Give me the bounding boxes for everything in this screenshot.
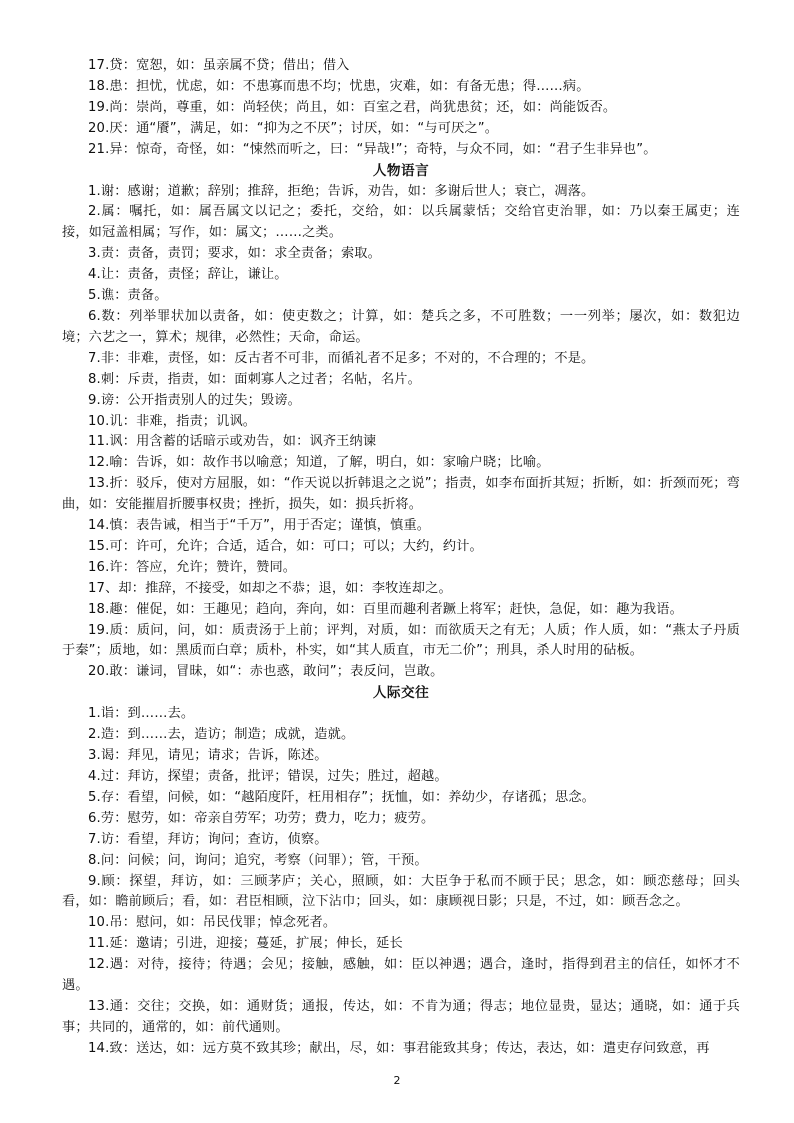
entry-huan: 18.患：担忧，忧虑，如：不患寡而患不均；忧患，灾难，如：有备无患；得……病。 bbox=[88, 78, 590, 94]
entry-ji: 10.讥：非难，指责；讥讽。 bbox=[88, 413, 257, 429]
entry-shu-count: 6.数：列举罪状加以责备，如：使吏数之；计算，如：楚兵之多，不可胜数；一一列举；屡次，如：数犯边境；六艺之一，算术；规律，必然性；天命，命运。 bbox=[62, 308, 740, 345]
entry-yan: 20.厌：通“餍”，满足，如：“抑为之不厌”；讨厌，如：“与可厌之”。 bbox=[88, 120, 499, 136]
page-number: 2 bbox=[393, 1074, 401, 1087]
section-heading-speech: 人物语言 bbox=[372, 162, 430, 179]
entry-diao: 10.吊：慰问，如：吊民伐罪；悼念死者。 bbox=[88, 915, 337, 931]
entry-yu-meet: 12.遇：对待，接待；待遇；会见；接触，感触，如：臣以神遇；遇合，逢时，指得到君主的信任，如怀才不遇。 bbox=[62, 957, 740, 994]
entry-rang: 4.让：责备，责怪；辞让，谦让。 bbox=[88, 267, 288, 283]
entry-cun: 5.存：看望，问候，如：“越陌度阡，枉用相存”；抚恤，如：养幼少，存诸孤；思念。 bbox=[88, 789, 595, 805]
entry-yi: 21.异：惊奇，奇怪，如：“悚然而听之，曰：“异哉!”；奇特，与众不同，如：“君子生非异也”。 bbox=[88, 141, 657, 157]
entry-ye: 3.谒：拜见，请见；请求；告诉，陈述。 bbox=[88, 748, 328, 764]
entry-gu: 9.顾：探望，拜访，如：三顾茅庐；关心，照顾，如：大臣争于私而不顾于民；思念，如：顾恋慈母；回头看，如：瞻前顾后；看，如：君臣相顾，泣下沾巾；回头，如：康顾视日影；只是，不过，如：顾吾念之。 bbox=[62, 873, 740, 910]
entry-yu: 12.喻：告诉，如：故作书以喻意；知道，了解，明白，如：家喻户晓；比喻。 bbox=[88, 455, 550, 471]
entry-ke: 15.可：许可，允许；合适，适合，如：可口；可以；大约，约计。 bbox=[88, 538, 483, 554]
entry-feng: 11.讽：用含蓄的话暗示或劝告，如：讽齐王纳谏 bbox=[88, 434, 377, 450]
entry-ci: 8.刺：斥责，指责，如：面刺寡人之过者；名帖，名片。 bbox=[88, 371, 421, 387]
entry-fei: 7.非：非难，责怪，如：反古者不可非，而循礼者不足多；不对的，不合理的；不是。 bbox=[88, 350, 595, 366]
entry-qu: 18.趣：催促，如：王趣见；趋向，奔向，如：百里而趣利者蹶上将军；赶快，急促，如：趣为我语。 bbox=[88, 601, 683, 617]
entry-xu: 16.许：答应，允许；赞许，赞同。 bbox=[88, 559, 297, 575]
entry-shen: 14.慎：表告诫，相当于“千万”，用于否定；谨慎，慎重。 bbox=[88, 518, 431, 534]
entry-que: 17、却：推辞，不接受，如却之不恭；退，如：李牧连却之。 bbox=[88, 580, 452, 596]
entry-gan: 20.敢：谦词，冒昧，如“：赤也惑，敢问”；表反问，岂敢。 bbox=[88, 664, 444, 680]
entry-yi-go: 1.诣：到……去。 bbox=[88, 706, 195, 722]
section-heading-interaction: 人际交往 bbox=[372, 685, 430, 702]
entry-wen: 8.问：问候；问，询问；追究，考察（问罪）；管，干预。 bbox=[88, 852, 428, 868]
entry-yan-invite: 11.延：邀请；引进，迎接；蔓延，扩展；伸长，延长 bbox=[88, 936, 403, 952]
entry-lao: 6.劳：慰劳，如：帝亲自劳军；功劳；费力，吃力；疲劳。 bbox=[88, 810, 435, 826]
entry-zhi-send: 14.致：送达，如：远方莫不致其珍；献出，尽，如：事君能致其身；传达，表达，如：遣吏存问致意，再 bbox=[88, 1040, 710, 1056]
entry-shang: 19.尚：崇尚，尊重，如：尚轻侠；尚且，如：百室之君，尚犹患贫；还，如：尚能饭否。 bbox=[88, 99, 617, 115]
entry-bang: 9.谤：公开指责别人的过失；毁谤。 bbox=[88, 392, 301, 408]
entry-guo: 4.过：拜访，探望；责备，批评；错误，过失；胜过，超越。 bbox=[88, 769, 448, 784]
entry-ze: 3.责：责备，责罚；要求，如：求全责备；索取。 bbox=[88, 246, 381, 262]
entry-shu: 2.属：嘱托，如：属吾属文以记之；委托，交给，如：以兵属蒙恬；交给官吏治罪，如：乃以秦王属吏；连接，如冠盖相属；写作，如：属文；……之类。 bbox=[62, 204, 740, 241]
document-body bbox=[62, 56, 740, 1060]
entry-dai: 17.贷：宽恕，如：虽亲属不贷；借出；借入 bbox=[88, 58, 350, 73]
entry-zhe: 13.折：驳斥，使对方屈服，如：“作天说以折韩退之之说”；指责，如李布面折其短；折断，如：折颈而死；弯曲，如：安能摧眉折腰事权贵；挫折，损失，如：损兵折将。 bbox=[62, 476, 740, 513]
entry-xie: 1.谢：感谢；道歉；辞别；推辞，拒绝；告诉，劝告，如：多谢后世人；衰亡，凋落。 bbox=[88, 183, 595, 199]
entry-tong: 13.通：交往；交换，如：通财货；通报，传达，如：不肯为通；得志；地位显贵，显达；通晓，如：通于兵事；共同的，通常的，如：前代通则。 bbox=[62, 998, 740, 1035]
entry-fang: 7.访：看望，拜访；询问；查访，侦察。 bbox=[88, 831, 328, 847]
entry-zhi: 19.质：质问，问，如：质责汤于上前；评判，对质，如：而欲质天之有无；人质；作人质，如：“燕太子丹质于秦”；质地，如：黑质而白章；质朴，朴实，如“其人质直，市无二价”；刑具，杀人时用的砧板。 bbox=[62, 622, 740, 659]
entry-zao: 2.造：到……去，造访；制造；成就，造就。 bbox=[88, 727, 355, 743]
entry-qiao: 5.谯：责备。 bbox=[88, 288, 168, 304]
